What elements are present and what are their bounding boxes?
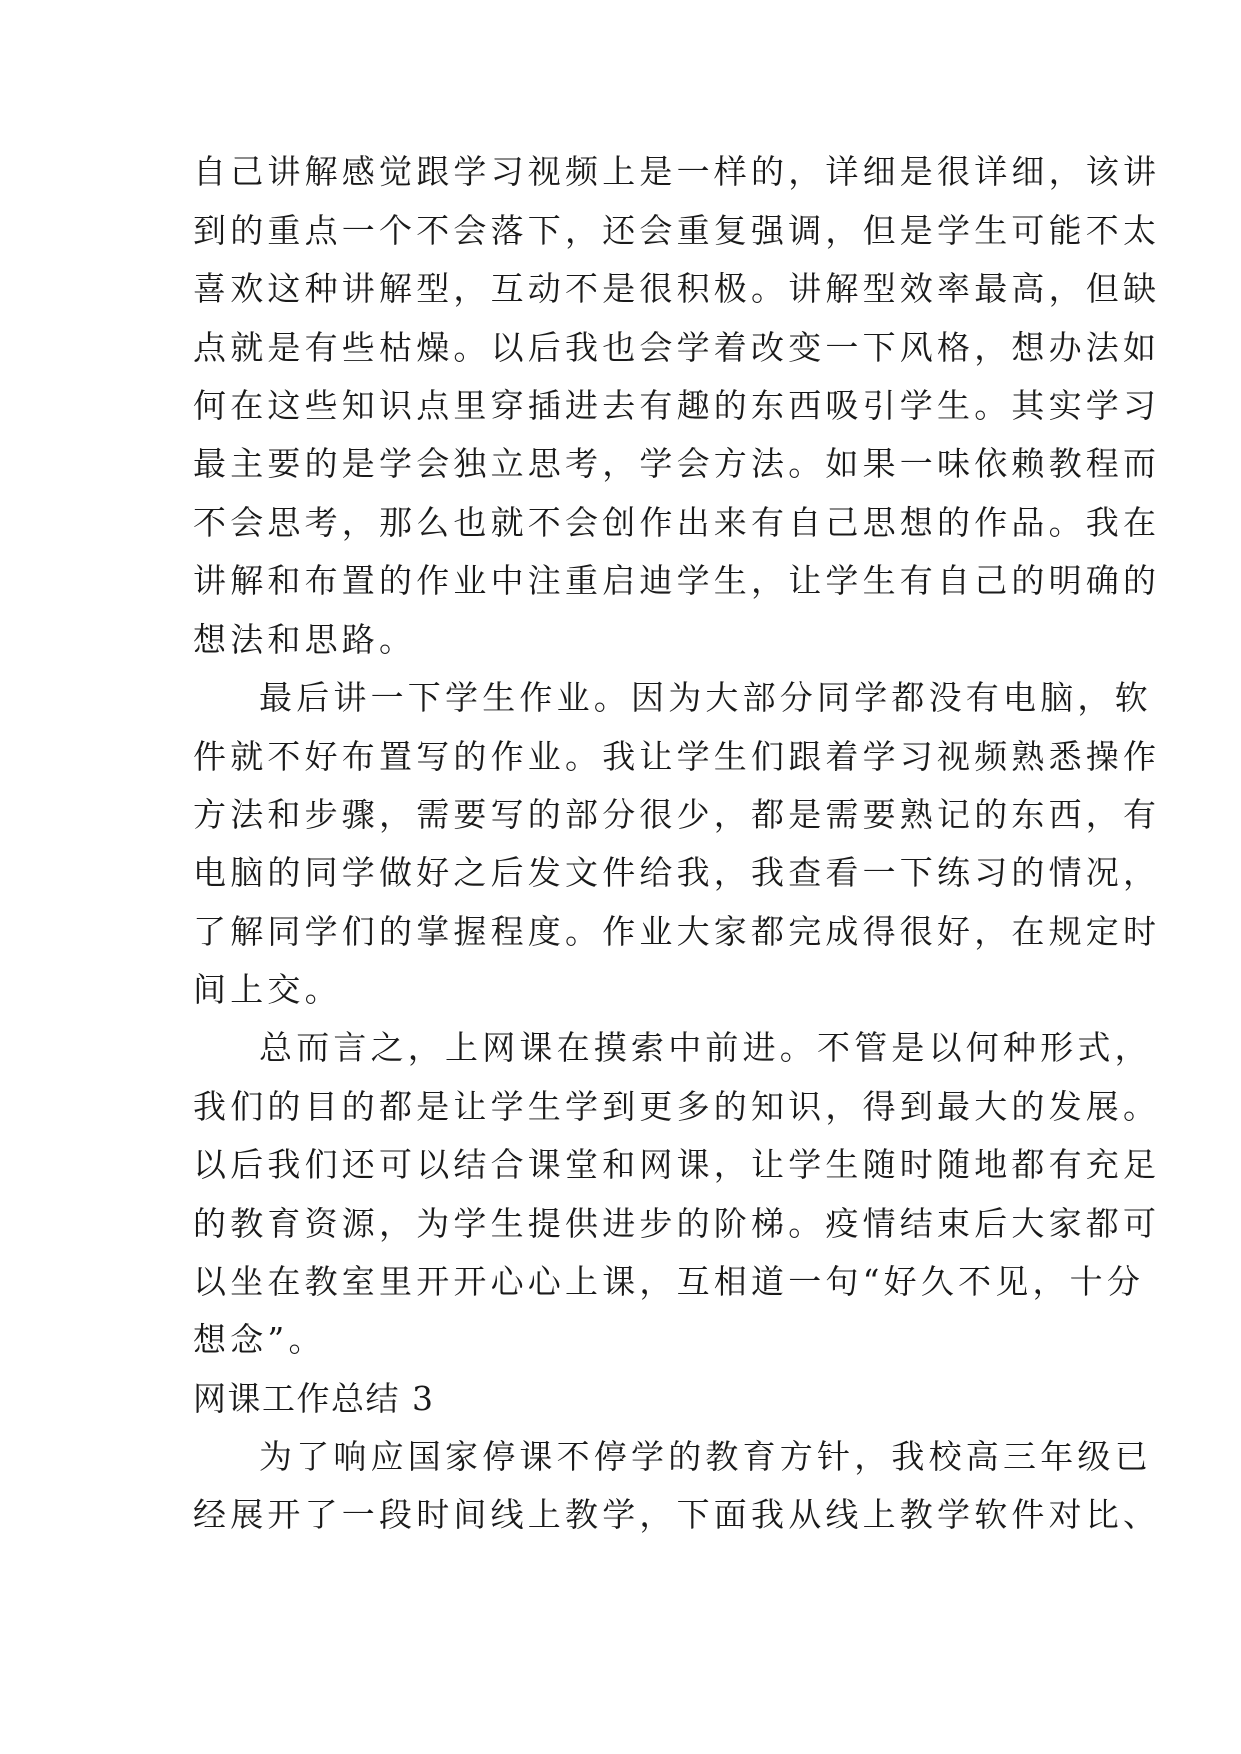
paragraph-line: 何在这些知识点里穿插进去有趣的东西吸引学生。其实学习 xyxy=(193,386,1161,425)
paragraph-line: 了解同学们的掌握程度。作业大家都完成得很好，在规定时 xyxy=(193,912,1161,951)
paragraph-line: 总而言之，上网课在摸索中前进。不管是以何种形式， xyxy=(259,1028,1152,1067)
paragraph-line: 电脑的同学做好之后发文件给我，我查看一下练习的情况， xyxy=(193,853,1161,892)
paragraph-line: 到的重点一个不会落下，还会重复强调，但是学生可能不太 xyxy=(193,211,1161,250)
paragraph-line: 讲解和布置的作业中注重启迪学生，让学生有自己的明确的 xyxy=(193,561,1161,600)
paragraph-line: 最主要的是学会独立思考，学会方法。如果一味依赖教程而 xyxy=(193,444,1161,483)
paragraph-line: 想法和思路。 xyxy=(193,620,417,659)
paragraph-line: 不会思考，那么也就不会创作出来有自己思想的作品。我在 xyxy=(193,503,1161,542)
paragraph-line: 方法和步骤，需要写的部分很少，都是需要熟记的东西，有 xyxy=(193,795,1161,834)
paragraph-line: 想念”。 xyxy=(193,1320,326,1359)
paragraph-line: 为了响应国家停课不停学的教育方针，我校高三年级已 xyxy=(259,1437,1152,1476)
paragraph-line: 以后我们还可以结合课堂和网课，让学生随时随地都有充足 xyxy=(193,1145,1161,1184)
paragraph-line: 经展开了一段时间线上教学，下面我从线上教学软件对比、 xyxy=(193,1495,1161,1534)
paragraph-line: 我们的目的都是让学生学到更多的知识，得到最大的发展。 xyxy=(193,1087,1161,1126)
paragraph-line: 喜欢这种讲解型，互动不是很积极。讲解型效率最高，但缺 xyxy=(193,269,1161,308)
paragraph-line: 点就是有些枯燥。以后我也会学着改变一下风格，想办法如 xyxy=(193,328,1161,367)
paragraph-line: 以坐在教室里开开心心上课，互相道一句“好久不见，十分 xyxy=(193,1262,1145,1301)
paragraph-line: 间上交。 xyxy=(193,970,342,1009)
paragraph-line: 最后讲一下学生作业。因为大部分同学都没有电脑，软 xyxy=(259,678,1152,717)
paragraph-line: 件就不好布置写的作业。我让学生们跟着学习视频熟悉操作 xyxy=(193,737,1161,776)
paragraph-line: 的教育资源，为学生提供进步的阶梯。疫情结束后大家都可 xyxy=(193,1204,1161,1243)
paragraph-line: 自己讲解感觉跟学习视频上是一样的，详细是很详细，该讲 xyxy=(193,152,1161,191)
section-heading: 网课工作总结 3 xyxy=(193,1379,435,1418)
